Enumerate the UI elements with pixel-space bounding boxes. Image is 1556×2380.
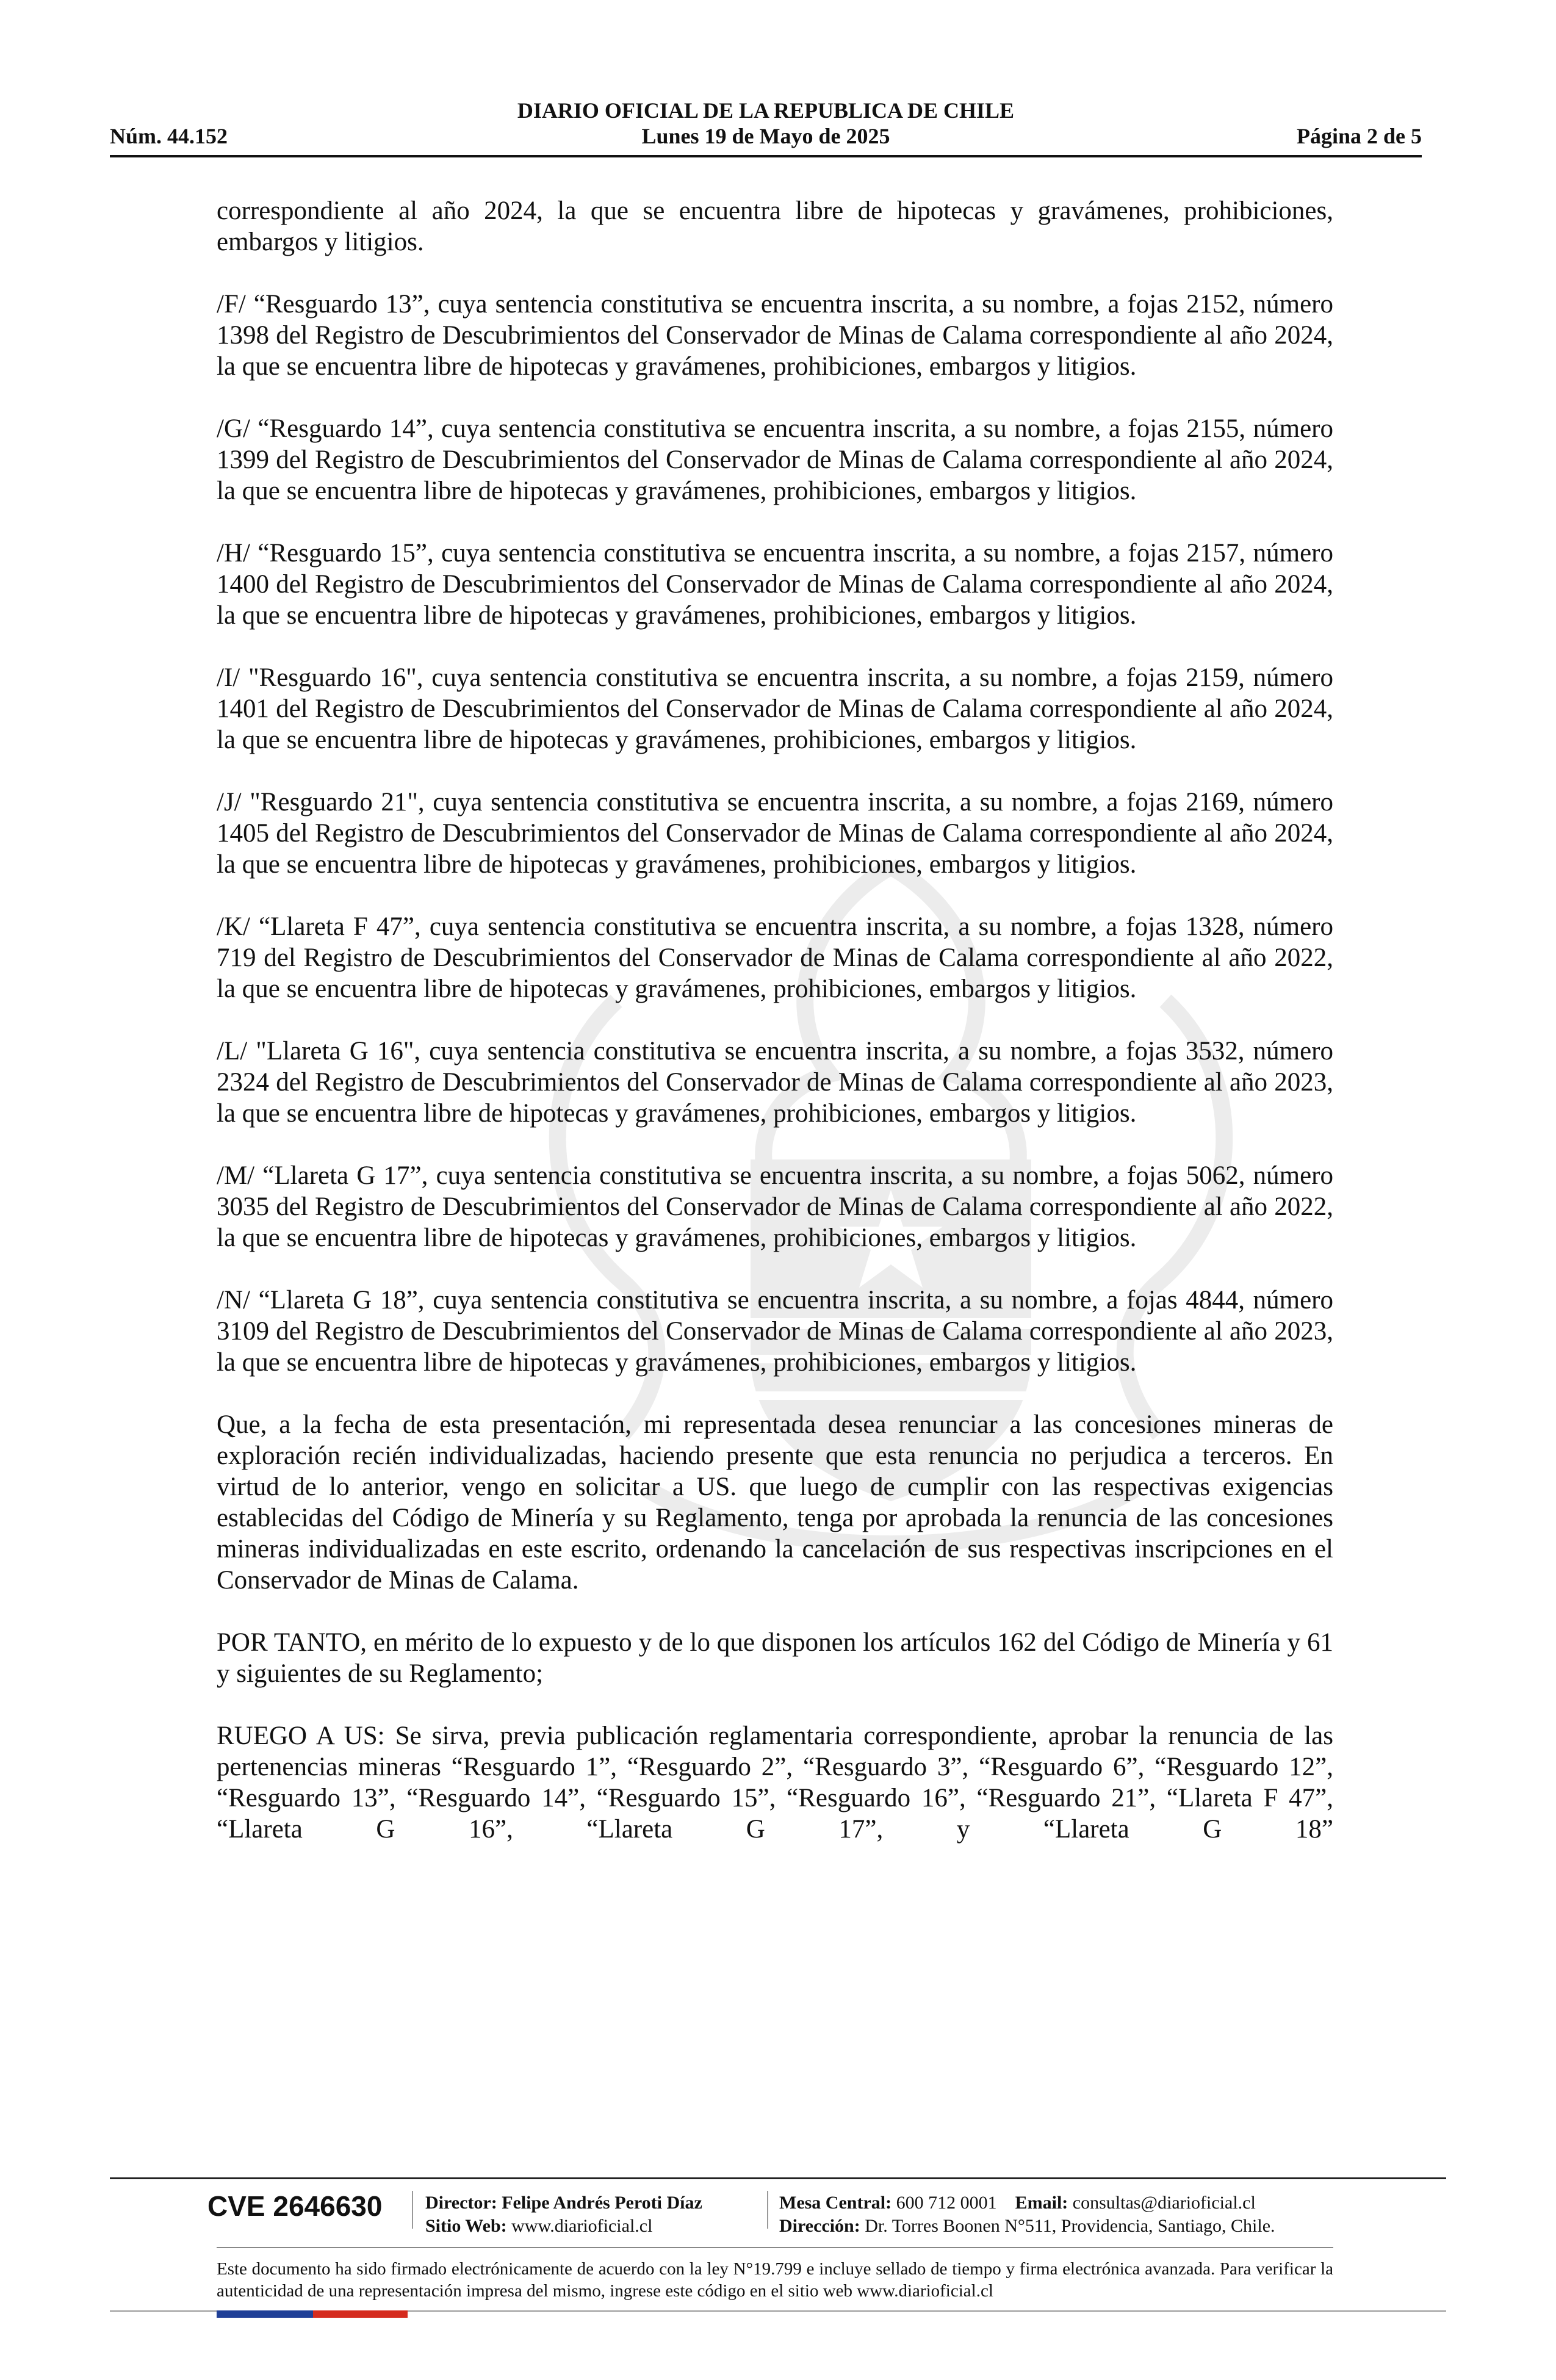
paragraph: Que, a la fecha de esta presentación, mi representada desea renunciar a las concesiones mineras de exploración recién individualizadas, haciendo presente que esta renuncia no perjudica a terceros. En virtud de lo anterior, vengo en solicitar a US. que luego de cumplir con las respectivas exigencias establecidas del Código de Minería y su Reglamento, tenga por aprobada la renuncia de las concesiones mineras individualizadas en este escrito, ordenando la cancelación de sus respectivas inscripciones en el Conservador de Minas de Calama. [217,1410,1333,1595]
issue-number: Núm. 44.152 [110,124,228,148]
paragraph: /J/ "Resguardo 21", cuya sentencia constitutiva se encuentra inscrita, a su nombre, a fojas 2169, número 1405 del Registro de Descubrimientos del Conservador de Minas de Calama correspondiente al año 2024, la que se encuentra libre de hipotecas y gravámenes, prohibiciones, embargos y litigios. [217,788,1333,879]
paragraph: /H/ “Resguardo 15”, cuya sentencia constitutiva se encuentra inscrita, a su nombre, a fojas 2157, número 1400 del Registro de Descubrimientos del Conservador de Minas de Calama correspondiente al año 2024, la que se encuentra libre de hipotecas y gravámenes, prohibiciones, embargos y litigios. [217,539,1333,630]
paragraph: /L/ "Llareta G 16", cuya sentencia constitutiva se encuentra inscrita, a su nombre, a fojas 3532, número 2324 del Registro de Descubrimientos del Conservador de Minas de Calama correspondiente al año 2023, la que se encuentra libre de hipotecas y gravámenes, prohibiciones, embargos y litigios. [217,1037,1333,1128]
document-body [217,195,1333,1845]
legal-notice: Este documento ha sido firmado electrónicamente de acuerdo con la ley N°19.799 e incluye sellado de tiempo y firma electrónica avanzada. Para verificar la autenticidad de una representación impresa del mismo, ingrese este código en el sitio web www.diarioficial.cl [217,2259,1333,2301]
footer-divider [767,2191,768,2229]
mesa-label: Mesa Central: [779,2193,892,2213]
address-label: Dirección: [779,2216,860,2236]
mesa-phone: 600 712 0001 [896,2193,997,2213]
email-link[interactable]: consultas@diarioficial.cl [1072,2193,1256,2213]
paragraph: correspondiente al año 2024, la que se encuentra libre de hipotecas y gravámenes, prohibiciones, embargos y litigios. [217,197,1333,256]
paragraph: RUEGO A US: Se sirva, previa publicación reglamentaria correspondiente, aprobar la renuncia de las pertenencias mineras “Resguardo 1”, “Resguardo 2”, “Resguardo 3”, “Resguardo 6”, “Resguardo 12”, “Resguardo 13”, “Resguardo 14”, “Resguardo 15”, “Resguardo 16”, “Resguardo 21”, “Llareta F 47”, “Llareta G 16”, “Llareta G 17”, y “Llareta G 18” [217,1722,1333,1844]
newspaper-title: DIARIO OFICIAL DE LA REPUBLICA DE CHILE [517,98,1015,123]
paragraph: /N/ “Llareta G 18”, cuya sentencia constitutiva se encuentra inscrita, a su nombre, a fojas 4844, número 3109 del Registro de Descubrimientos del Conservador de Minas de Calama correspondiente al año 2023, la que se encuentra libre de hipotecas y gravámenes, prohibiciones, embargos y litigios. [217,1286,1333,1377]
flag-red-stripe [313,2310,408,2318]
footer-director-block [425,2191,702,2238]
paragraph: /I/ "Resguardo 16", cuya sentencia constitutiva se encuentra inscrita, a su nombre, a fojas 2159, número 1401 del Registro de Descubrimientos del Conservador de Minas de Calama correspondiente al año 2024, la que se encuentra libre de hipotecas y gravámenes, prohibiciones, embargos y litigios. [217,663,1333,754]
flag-blue-stripe [217,2310,313,2318]
address-value: Dr. Torres Boonen N°511, Providencia, Santiago, Chile. [865,2216,1275,2236]
paragraph: /F/ “Resguardo 13”, cuya sentencia constitutiva se encuentra inscrita, a su nombre, a fojas 2152, número 1398 del Registro de Descubrimientos del Conservador de Minas de Calama correspondiente al año 2024, la que se encuentra libre de hipotecas y gravámenes, prohibiciones, embargos y litigios. [217,290,1333,381]
paragraph: /K/ “Llareta F 47”, cuya sentencia constitutiva se encuentra inscrita, a su nombre, a fojas 1328, número 719 del Registro de Descubrimientos del Conservador de Minas de Calama correspondiente al año 2022, la que se encuentra libre de hipotecas y gravámenes, prohibiciones, embargos y litigios. [217,912,1333,1003]
cve-code: CVE 2646630 [207,2190,383,2222]
footer-contact-block [779,2191,1275,2238]
paragraph: POR TANTO, en mérito de lo expuesto y de lo que disponen los artículos 162 del Código de Minería y 61 y siguientes de su Reglamento; [217,1628,1333,1688]
director-label: Director: [425,2193,497,2213]
email-label: Email: [1015,2193,1068,2213]
director-name: Felipe Andrés Peroti Díaz [502,2193,702,2213]
website-link[interactable]: www.diarioficial.cl [511,2216,653,2236]
footer-divider [412,2191,413,2229]
paragraph: /G/ “Resguardo 14”, cuya sentencia constitutiva se encuentra inscrita, a su nombre, a fojas 2155, número 1399 del Registro de Descubrimientos del Conservador de Minas de Calama correspondiente al año 2024, la que se encuentra libre de hipotecas y gravámenes, prohibiciones, embargos y litigios. [217,414,1333,505]
paragraph: /M/ “Llareta G 17”, cuya sentencia constitutiva se encuentra inscrita, a su nombre, a fojas 5062, número 3035 del Registro de Descubrimientos del Conservador de Minas de Calama correspondiente al año 2022, la que se encuentra libre de hipotecas y gravámenes, prohibiciones, embargos y litigios. [217,1161,1333,1252]
footer-top-rule [110,2177,1446,2179]
website-label: Sitio Web: [425,2216,507,2236]
page-number: Página 2 de 5 [1296,124,1422,148]
footer-mid-rule [217,2247,1333,2248]
issue-date: Lunes 19 de Mayo de 2025 [641,124,890,148]
page-header [110,92,1422,157]
